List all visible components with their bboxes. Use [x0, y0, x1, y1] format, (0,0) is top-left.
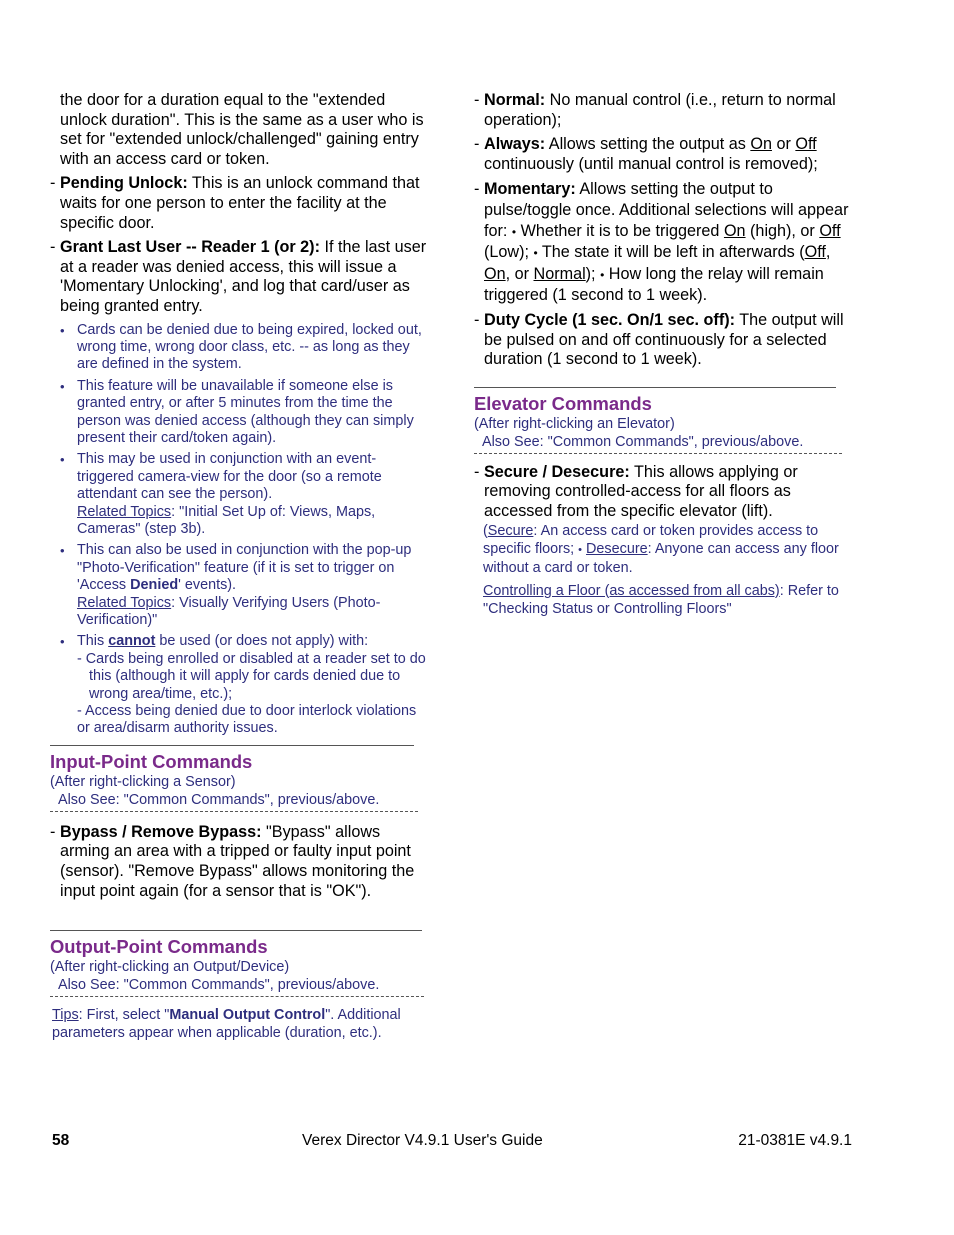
dashed-divider	[50, 811, 418, 812]
controlling-floor-note: Controlling a Floor (as accessed from all cabs): Refer to "Checking Status or Controlling Floors"	[483, 582, 839, 617]
page-number: 58	[52, 1132, 70, 1149]
pending-unlock-item: - Pending Unlock: This is an unlock command that waits for one person to enter the facility at the specific door.	[50, 174, 420, 232]
section-heading: Output-Point Commands	[50, 936, 268, 958]
duty-cycle-item: - Duty Cycle (1 sec. On/1 sec. off): The output will be pulsed on and off continuously for a selected duration (1 second to 1 week).	[474, 310, 844, 369]
list-item: • Cards can be denied due to being expired, locked out, wrong time, wrong door class, etc. -- as long as they are defined in the system.	[60, 321, 422, 373]
section-heading: Input-Point Commands	[50, 750, 253, 772]
controlling-floor-link[interactable]: Controlling a Floor (as accessed from all cabs)	[483, 582, 780, 599]
secure-note: (Secure: An access card or token provides access to specific floors; • Desecure: Anyone can access any floor without a card or token.	[483, 522, 839, 576]
intro-paragraph: the door for a duration equal to the "extended unlock duration". This is the same as a user who is set for "extended unlock/challenged" gaining entry with an access card or token.	[60, 91, 424, 168]
pending-unlock-term: Pending Unlock:	[60, 174, 188, 193]
momentary-item: - Momentary: Allows setting the output to pulse/toggle once. Additional selections will appear for: • Whether it is to be triggered On (high), or Off (Low); • The state it will be left in afterwards (Off, On, or Normal); • How long the relay will remain triggered (1 second to 1 week).	[474, 180, 849, 305]
secure-link[interactable]: Secure	[487, 522, 534, 539]
dashed-divider	[474, 453, 842, 454]
page-footer	[52, 1132, 852, 1152]
footer-title: Verex Director V4.9.1 User's Guide	[302, 1132, 543, 1149]
normal-item: - Normal: No manual control (i.e., return to normal operation);	[474, 91, 836, 129]
always-item: - Always: Allows setting the output as On or Off continuously (until manual control is removed);	[474, 135, 818, 173]
sub-note: - Cards being enrolled or disabled at a reader set to do this (although it will apply for cards denied due to wrong area/time, etc.);	[77, 650, 426, 702]
desecure-link[interactable]: Desecure	[586, 540, 648, 557]
right-column: - Normal: No manual control (i.e., return to normal operation); - Always: Allows setting the output as On or Off continuously (until manual control is removed); - Momentary: Allows setting the output to pulse/toggle once. Additional selections will appear for: • Whether it is to be triggered On (high), or Off (Low); • The state it will be left in afterwards (Off, On, or Normal); • How long the relay will remain triggered (1 second to 1 week). - Duty Cycle (1 sec. On/1 sec. off): The output will be pulsed on and off continuously for a selected duration (1 second to 1 week). Elevator Commands (After right-clicking an Elevator) Also See: "Common Commands", previous/above. - Secure / Desecure: This allows applying or removing controlled-access for all floors as accessed from the specific elevator (lift). (Secure: An access card or token provides access to specific floors; • Desecure: Anyone can access any floor without a card or token. Controlling a Floor (as accessed from all cabs): Refer to "Checking Status or Controlling Floors"	[474, 91, 849, 617]
grant-last-user-item: - Grant Last User -- Reader 1 (or 2): If the last user at a reader was denied access, this will issue a 'Momentary Unlocking', and log that card/user as being granted entry.	[50, 238, 427, 315]
list-item: • This feature will be unavailable if someone else is granted entry, or after 5 minutes from the time the person was denied access (although they can simply present their card/token again).	[60, 377, 414, 446]
grant-last-user-term: Grant Last User -- Reader 1 (or 2):	[60, 238, 320, 257]
dashed-divider	[50, 996, 424, 997]
bypass-item: - Bypass / Remove Bypass: "Bypass" allows arming an area with a tripped or faulty input point (sensor). "Remove Bypass" allows monitoring the input point again (for a sensor that is "OK").	[50, 822, 415, 900]
sub-note: - Access being denied due to door interlock violations or area/disarm authority issues.	[77, 703, 417, 737]
left-column: the door for a duration equal to the "extended unlock duration". This is the same as a user who is set for "extended unlock/challenged" gaining entry with an access card or token. - Pending Unlock: This is an unlock command that waits for one person to enter the facility at the specific door. - Grant Last User -- Reader 1 (or 2): If the last user at a reader was denied access, this will issue a 'Momentary Unlocking', and log that card/user as being granted entry. • Cards can be denied due to being expired, locked out, wrong time, wrong door class, etc. -- as long as they are defined in the system. • This feature will be unavailable if someone else is granted entry, or after 5 minutes from the time the person was denied access (although they can simply present their card/token again). • This may be used in conjunction with an event-triggered camera-view for the door (so a remote attendant can see the person). Related Topics: "Initial Set Up of: Views, Maps, Cameras" (step 3b). • This can also be used in conjunction with the pop-up "Photo-Verification" feature (if it is set to trigger on 'Access Denied' events). Related Topics: Visually Verifying Users (Photo-Verification)" • This cannot be used (or does not apply) with: - Cards being enrolled or disabled at a reader set to do this (although it will apply for cards denied due to wrong area/time, etc.); - Access being denied due to door interlock violations or area/disarm authority issues. Input-Point Commands (After right-clicking a Sensor) Also See: "Common Commands", previous/above. - Bypass / Remove Bypass: "Bypass" allows arming an area with a tripped or faulty input point (sensor). "Remove Bypass" allows monitoring the input point again (for a sensor that is "OK"). Output-Point Commands (After right-clicking an Output/Device) Also See: "Common Commands", previous/above. Tips: First, select "Manual Output Control". Additional parameters appear when applicable (duration, etc.).	[50, 91, 430, 1042]
related-topics-link[interactable]: Related Topics	[77, 503, 172, 520]
related-topics-link[interactable]: Related Topics	[77, 594, 172, 611]
secure-desecure-item: - Secure / Desecure: This allows applying or removing controlled-access for all floors as accessed from the specific elevator (lift).	[474, 462, 798, 520]
tips-paragraph: Tips: First, select "Manual Output Control". Additional parameters appear when applicable (duration, etc.).	[52, 1007, 401, 1042]
list-item: • This may be used in conjunction with an event-triggered camera-view for the door (so a remote attendant can see the person). Related Topics: "Initial Set Up of: Views, Maps, Cameras" (step 3b).	[60, 451, 382, 537]
document-number: 21-0381E v4.9.1	[738, 1132, 852, 1149]
tips-link[interactable]: Tips	[52, 1007, 79, 1024]
list-item: • This cannot be used (or does not apply) with: - Cards being enrolled or disabled at a reader set to do this (although it will apply for cards denied due to wrong area/time, etc.); - Access being denied due to door interlock violations or area/disarm authority issues.	[50, 633, 430, 737]
grant-notes-list	[50, 322, 430, 738]
section-heading: Elevator Commands	[474, 392, 652, 414]
list-item: • This can also be used in conjunction with the pop-up "Photo-Verification" feature (if it is set to trigger on 'Access Denied' events). Related Topics: Visually Verifying Users (Photo-Verification)"	[60, 542, 412, 629]
